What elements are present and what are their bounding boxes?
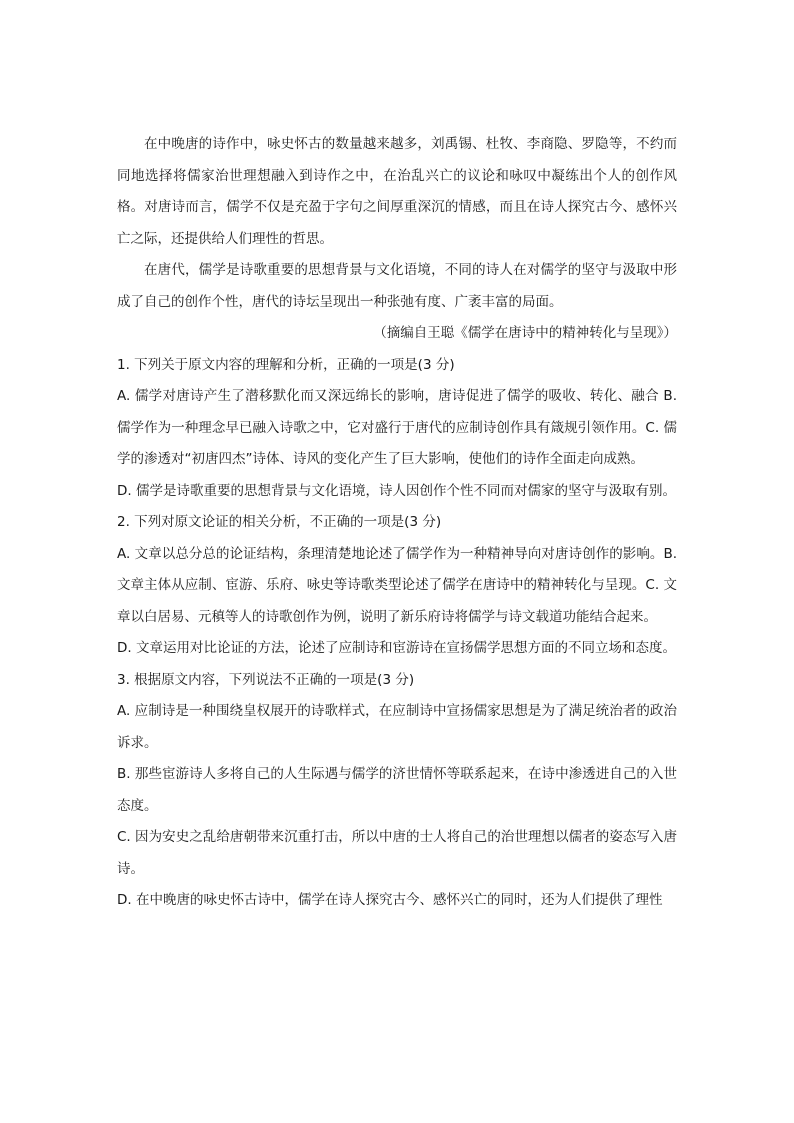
question-1-option-d: D. 儒学是诗歌重要的思想背景与文化语境，诗人因创作个性不同而对儒家的坚守与汲取有别。	[117, 482, 676, 499]
document-content	[117, 129, 677, 917]
question-1-stem: 1. 下列关于原文内容的理解和分析，正确的一项是(3 分)	[117, 356, 455, 373]
question-1-options-abc: A. 儒学对唐诗产生了潜移默化而又深远绵长的影响，唐诗促进了儒学的吸收、转化、融合 B. 儒学作为一种理念早已融入诗歌之中，它对盛行于唐代的应制诗创作具有箴规引领作用。C. 儒学的渗透对“初唐四杰”诗体、诗风的变化产生了巨大影响，使他们的诗作全面走向成熟。	[117, 388, 677, 467]
question-2-options-abc: A. 文章以总分总的论证结构，条理清楚地论述了儒学作为一种精神导向对唐诗创作的影响。B. 文章主体从应制、宦游、乐府、咏史等诗歌类型论述了儒学在唐诗中的精神转化与呈现。C. 文章以白居易、元稹等人的诗歌创作为例，说明了新乐府诗将儒学与诗文载道功能结合起来。	[117, 545, 677, 625]
passage-source: （摘编自王聪《儒学在唐诗中的精神转化与呈现》）	[373, 325, 677, 341]
passage-paragraph-1: 在中晚唐的诗作中，咏史怀古的数量越来越多，刘禹锡、杜牧、李商隐、罗隐等，不约而同地选择将儒家治世理想融入到诗作之中，在治乱兴亡的议论和咏叹中凝练出个人的创作风格。对唐诗而言，儒学不仅是充盈于字句之间厚重深沉的情感，而且在诗人探究古今、感怀兴亡之际，还提供给人们理性的哲思。	[117, 136, 677, 247]
passage-paragraph-2: 在唐代，儒学是诗歌重要的思想背景与文化语境，不同的诗人在对儒学的坚守与汲取中形成了自己的创作个性，唐代的诗坛呈现出一种张弛有度、广袤丰富的局面。	[117, 262, 677, 310]
question-3-option-a: A. 应制诗是一种围绕皇权展开的诗歌样式，在应制诗中宣扬儒家思想是为了满足统治者的政治诉求。	[117, 703, 677, 751]
question-2-option-d: D. 文章运用对比论证的方法，论述了应制诗和宦游诗在宣扬儒学思想方面的不同立场和态度。	[117, 640, 676, 656]
question-3-option-c: C. 因为安史之乱给唐朝带来沉重打击，所以中唐的士人将自己的治世理想以儒者的姿态写入唐诗。	[117, 829, 677, 877]
question-3-option-d: D. 在中晚唐的咏史怀古诗中，儒学在诗人探究古今、感怀兴亡的同时，还为人们提供了理性	[117, 892, 663, 908]
question-2-stem: 2. 下列对原文论证的相关分析，不正确的一项是(3 分)	[117, 514, 442, 530]
question-3-stem: 3. 根据原文内容，下列说法不正确的一项是(3 分)	[117, 671, 415, 688]
question-3-option-b: B. 那些宦游诗人多将自己的人生际遇与儒学的济世情怀等联系起来，在诗中渗透进自己的入世态度。	[117, 766, 677, 814]
